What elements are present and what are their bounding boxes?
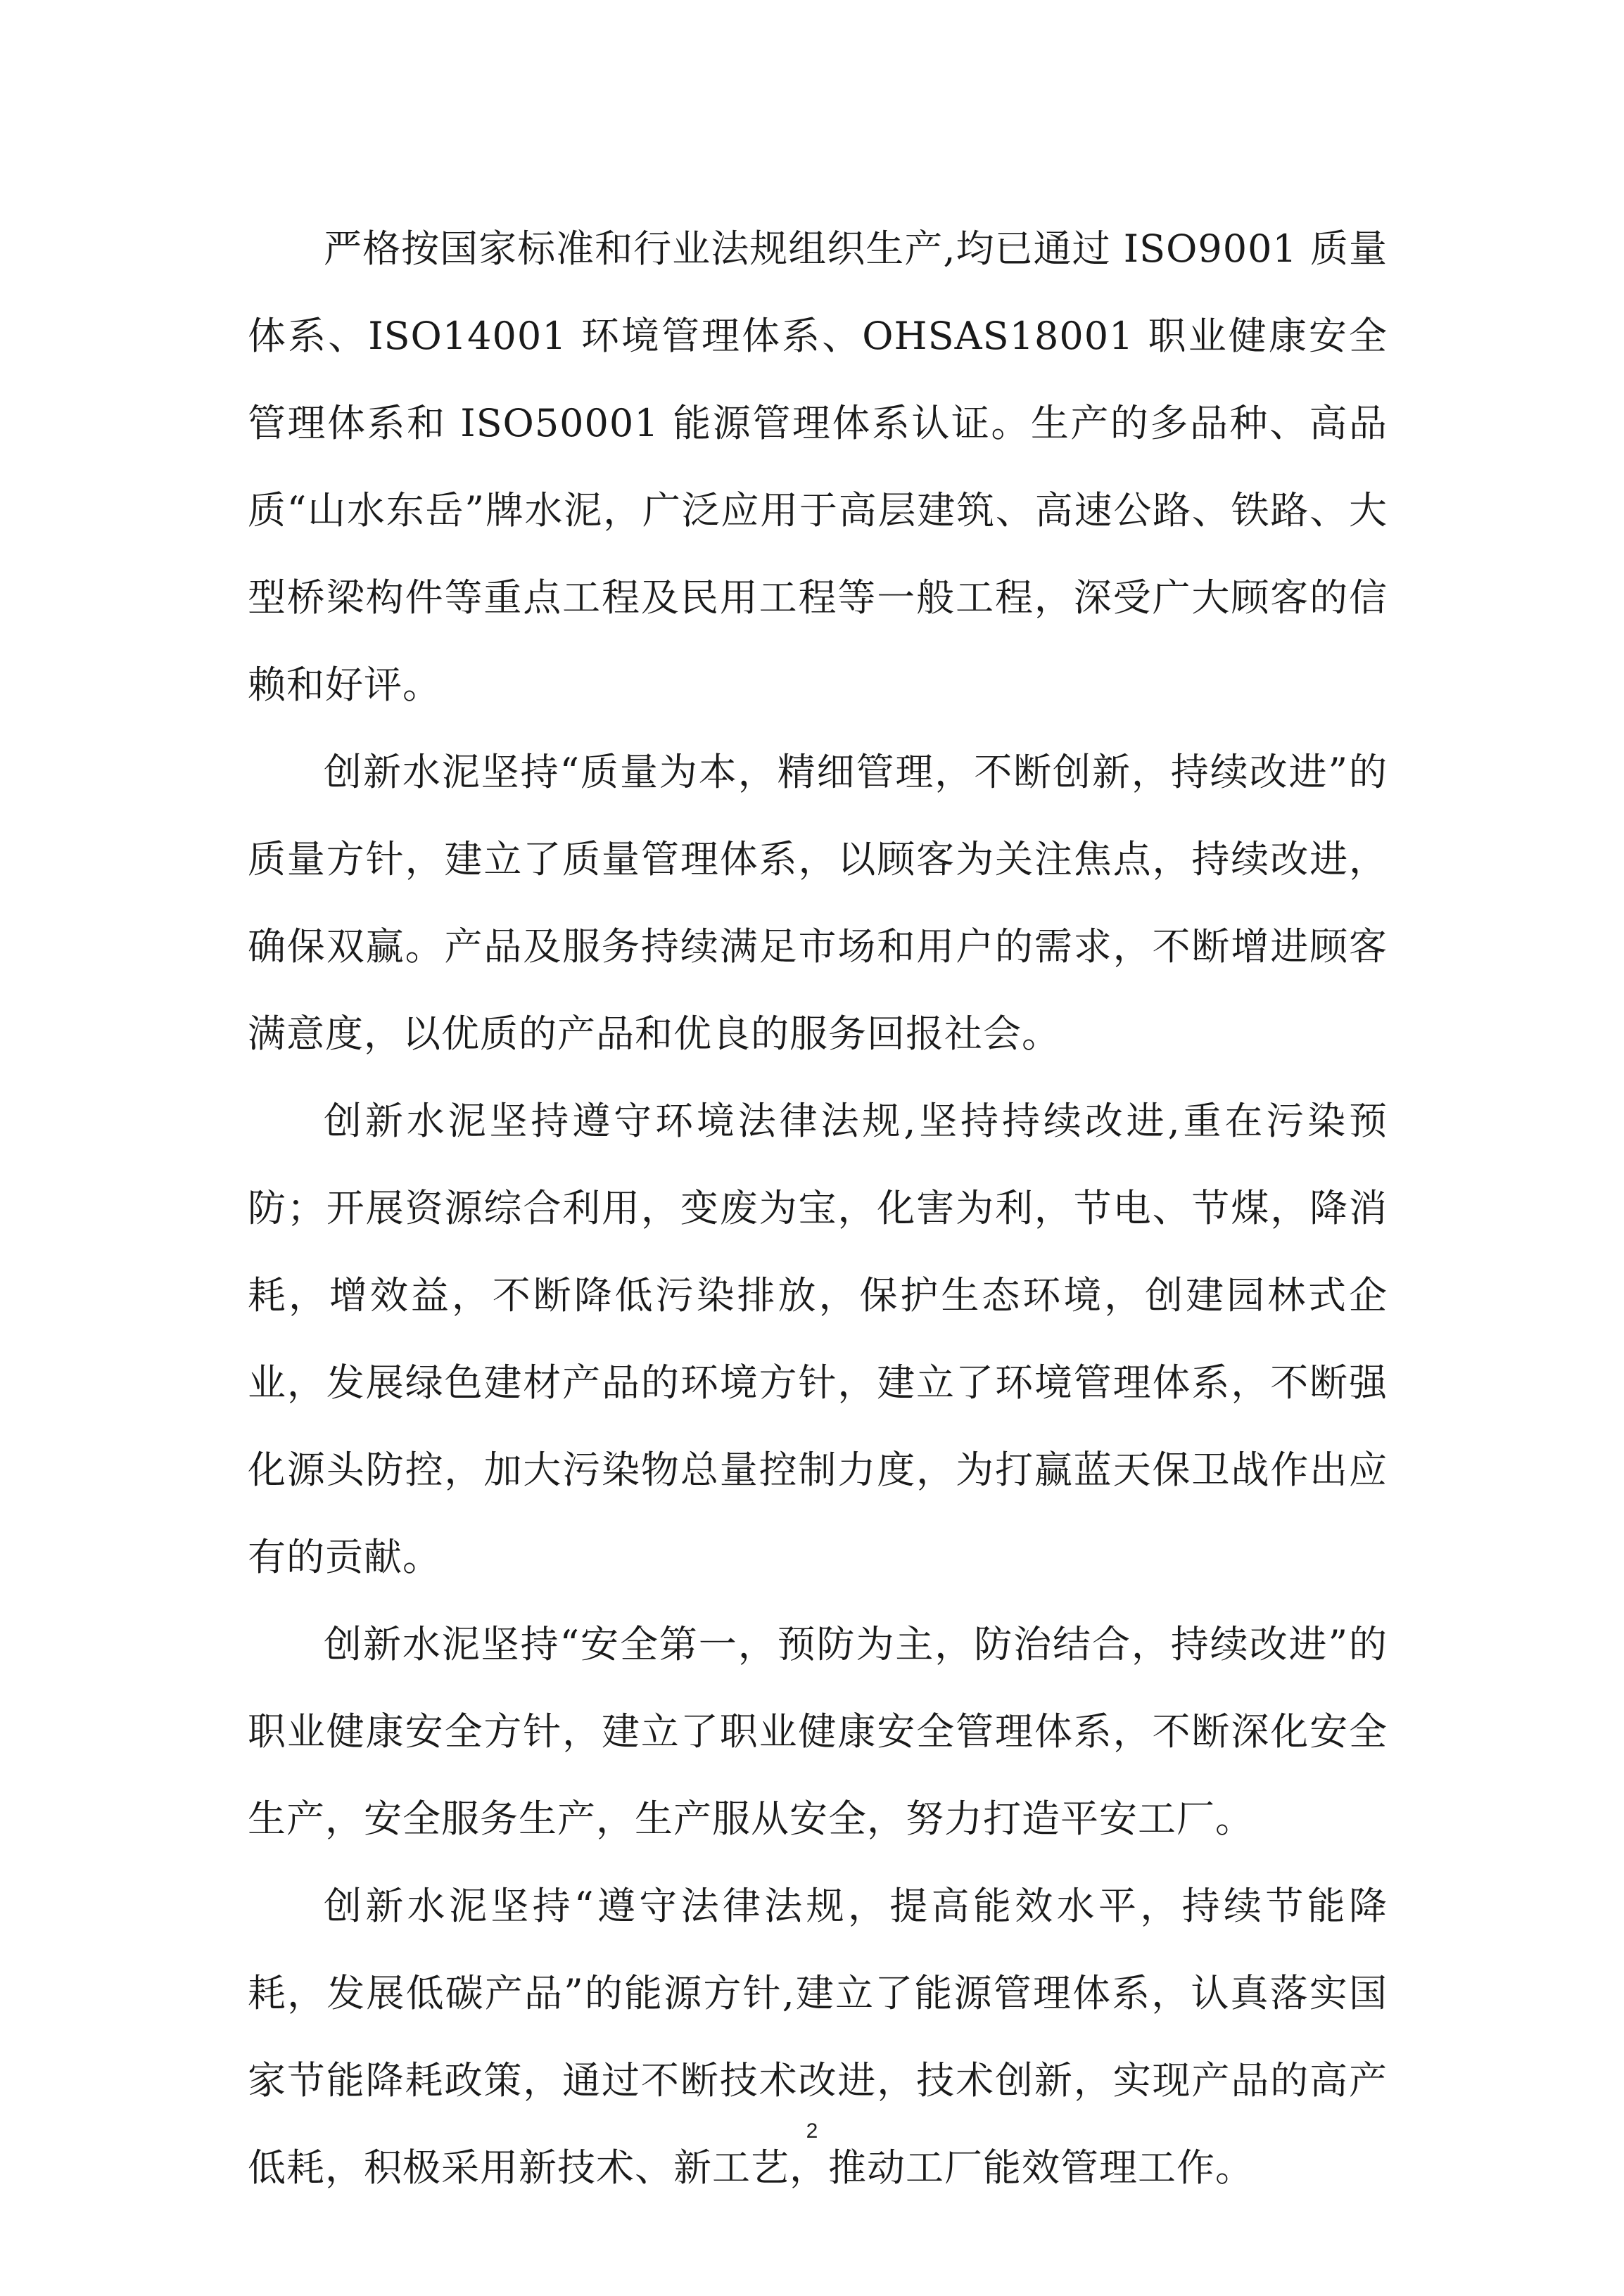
paragraph-quality-policy: 创新水泥坚持“质量为本，精细管理，不断创新，持续改进”的质量方针，建立了质量管理体系，以顾客为关注焦点，持续改进，确保双赢。产品及服务持续满足市场和用户的需求，不断增进顾客满意度，以优质的产品和优良的服务回报社会。: [248, 750, 1388, 1056]
paragraph-certifications: 严格按国家标准和行业法规组织生产,均已通过 ISO9001 质量体系、ISO14001 环境管理体系、OHSAS18001 职业健康安全管理体系和 ISO50001 能源管理体系认证。生产的多品种、高品质“山水东岳”牌水泥，广泛应用于高层建筑、高速公路、铁路、大型桥梁构件等重点工程及民用工程等一般工程，深受广大顾客的信赖和好评。: [248, 227, 1388, 707]
body-text: [248, 205, 1388, 2212]
paragraph-safety-policy: 创新水泥坚持“安全第一，预防为主，防治结合，持续改进”的职业健康安全方针，建立了职业健康安全管理体系，不断深化安全生产，安全服务生产，生产服从安全，努力打造平安工厂。: [248, 1622, 1388, 1841]
paragraph-environment-policy: 创新水泥坚持遵守环境法律法规,坚持持续改进,重在污染预防；开展资源综合利用，变废为宝，化害为利，节电、节煤，降消耗，增效益，不断降低污染排放，保护生态环境，创建园林式企业，发展绿色建材产品的环境方针，建立了环境管理体系，不断强化源头防控，加大污染物总量控制力度，为打赢蓝天保卫战作出应有的贡献。: [248, 1099, 1388, 1579]
page-number: 2: [806, 2119, 818, 2143]
paragraph-energy-policy: 创新水泥坚持“遵守法律法规，提高能效水平，持续节能降耗，发展低碳产品”的能源方针,建立了能源管理体系，认真落实国家节能降耗政策，通过不断技术改进，技术创新，实现产品的高产低耗，积极采用新技术、新工艺，推动工厂能效管理工作。: [248, 1884, 1388, 2190]
